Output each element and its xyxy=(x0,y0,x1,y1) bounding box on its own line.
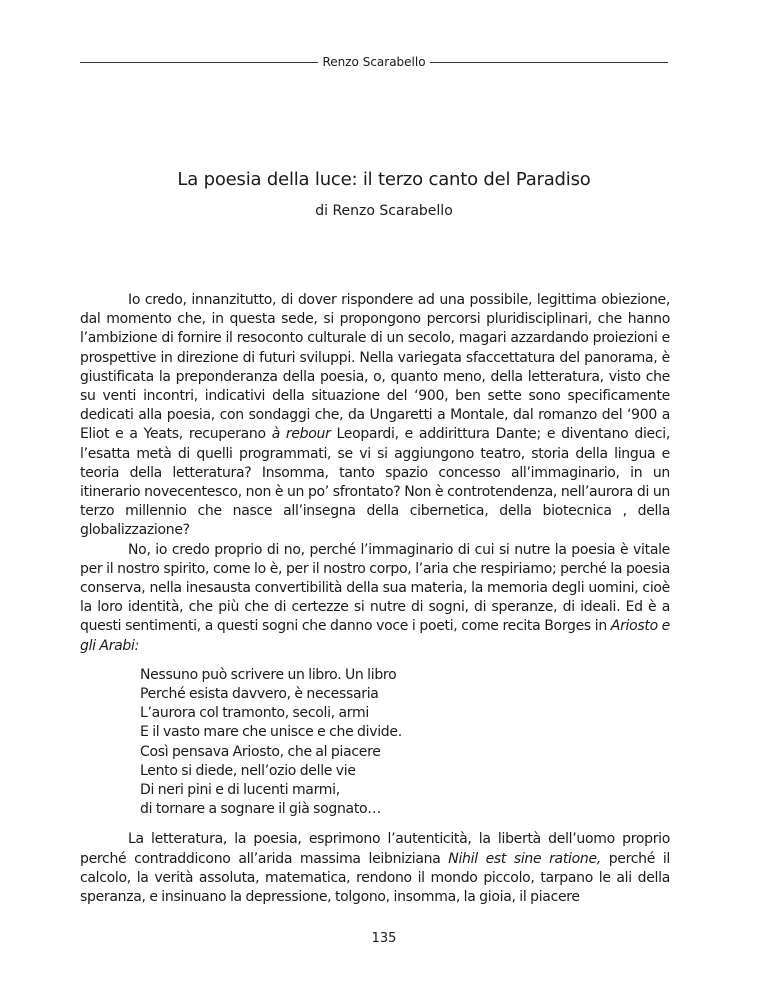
running-header xyxy=(80,54,668,70)
header-rule-left xyxy=(80,62,318,63)
paragraph-2-italic: Ariosto e gli Arabi: xyxy=(80,618,670,654)
header-rule-right xyxy=(430,62,668,63)
article-body xyxy=(80,291,670,907)
article-byline: di Renzo Scarabello xyxy=(315,203,453,219)
paragraph-3-text: La letteratura, la poesia, esprimono l’autenticità, la libertà dell’uomo proprio perché contraddicono all’arida massima leibniziana xyxy=(80,831,670,867)
paragraph-3-italic: Nihil est sine ratione, xyxy=(448,850,601,867)
article-title: La poesia della luce: il terzo canto del Paradiso xyxy=(177,169,591,190)
paragraph-2 xyxy=(80,541,670,656)
verse-line: Nessuno può scrivere un libro. Un libro xyxy=(140,666,397,683)
page-number: 135 xyxy=(371,931,397,946)
paragraph-1-italic: à rebour xyxy=(271,426,331,443)
verse-line: E il vasto mare che unisce e che divide. xyxy=(140,724,402,741)
verse-quote xyxy=(140,666,670,820)
paragraph-3 xyxy=(80,830,670,907)
paragraph-2-text: No, io credo proprio di no, perché l’immaginario di cui si nutre la poesia è vitale per il nostro spirito, come lo è, per il nostro corpo, l’aria che respiriamo; perché la poesia conserva, nella inesausta convertibilità della sua materia, la memoria degli uomini, cioè la loro identità, che più che di certezze si nutre di sogni, di speranze, di ideali. Ed è a questi sentimenti, a questi sogni che danno voce i poeti, come recita Borges in xyxy=(80,541,670,635)
paragraph-1-text: Io credo, innanzitutto, di dover rispondere ad una possibile, legittima obiezione, dal momento che, in questa sede, si propongono percorsi pluridisciplinari, che hanno l’ambizione di fornire il resoconto culturale di un secolo, magari azzardando proiezioni e prospettive in direzione di futuri sviluppi. Nella variegata sfaccettatura del panorama, è giustificata la preponderanza della poesia, o, quanto meno, della letteratura, visto che su venti incontri, indicativi della situazione del ‘900, ben sette sono specificamente dedicati alla poesia, con sondaggi che, da Ungaretti a Montale, dal romanzo del ‘900 a Eliot e a Yeats, recuperano xyxy=(80,292,670,443)
paragraph-1 xyxy=(80,291,670,541)
paragraph-3-continuation: perché il calcolo, la verità assoluta, matematica, rendono il mondo piccolo, tarpano le ali della speranza, e insinuano la depressione, tolgono, insomma, la gioia, il piacere xyxy=(80,850,670,906)
paragraph-1-continuation: Leopardi, e addirittura Dante; e diventano dieci, l’esatta metà di quelli programmati, se vi si aggiungono teatro, storia della lingua e teoria della letteratura? Insomma, tanto spazio concesso all’immaginario, in un itinerario novecentesco, non è un po’ sfrontato? Non è controtendenza, nell’aurora di un terzo millennio che nasce all’insegna della cibernetica, della biotecnica , della globalizzazione? xyxy=(80,426,670,539)
verse-line: Così pensava Ariosto, che al piacere xyxy=(140,743,381,760)
verse-line: Perché esista davvero, è necessaria xyxy=(140,686,379,703)
verse-line: di tornare a sognare il già sognato… xyxy=(140,801,381,818)
verse-line: L’aurora col tramonto, secoli, armi xyxy=(140,705,369,722)
verse-line: Lento si diede, nell’ozio delle vie xyxy=(140,762,356,779)
running-header-author: Renzo Scarabello xyxy=(322,55,426,69)
verse-line: Di neri pini e di lucenti marmi, xyxy=(140,782,340,799)
